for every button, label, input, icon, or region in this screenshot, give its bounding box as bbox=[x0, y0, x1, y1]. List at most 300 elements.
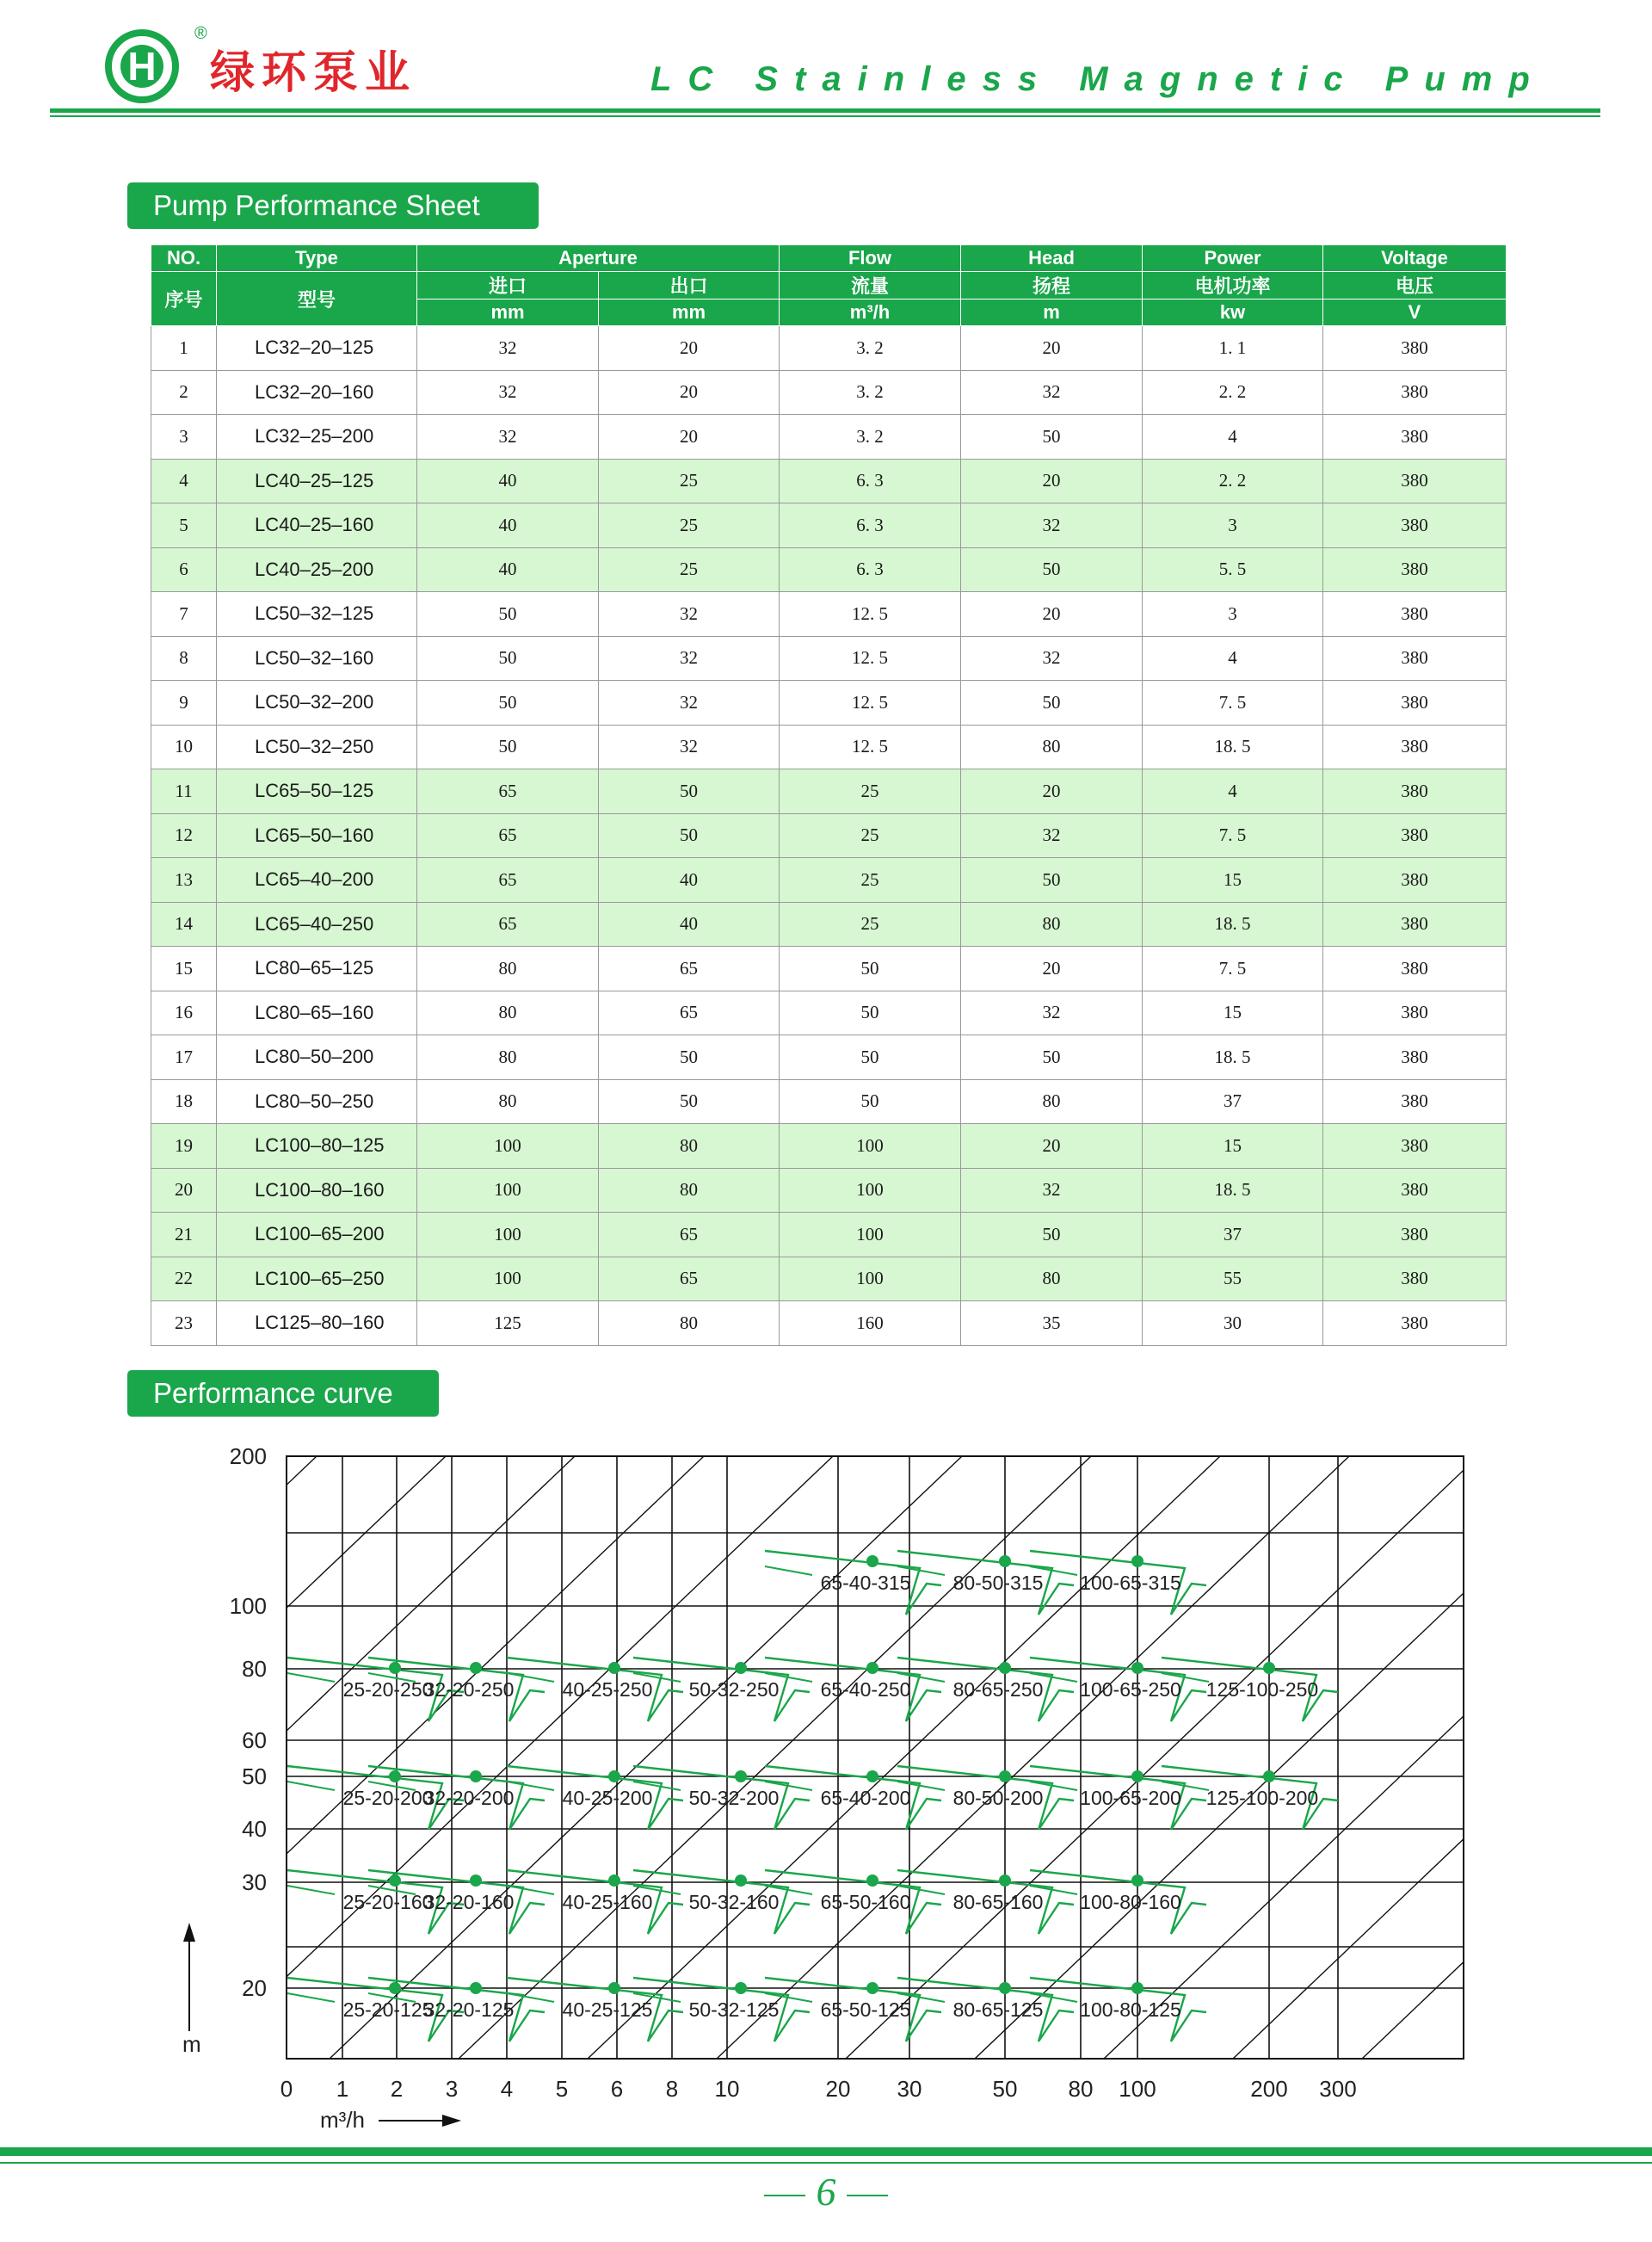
cell-head: 20 bbox=[961, 1124, 1143, 1169]
y-axis-arrowhead bbox=[183, 1923, 195, 1942]
cell-voltage: 380 bbox=[1323, 636, 1507, 681]
cell-power: 37 bbox=[1143, 1079, 1323, 1124]
curve-label: 50-32-200 bbox=[688, 1787, 780, 1809]
performance-curve bbox=[1162, 1766, 1338, 1830]
x-tick-label: 4 bbox=[500, 2076, 514, 2102]
cell-flow: 3. 2 bbox=[780, 370, 961, 415]
cell-no: 6 bbox=[151, 547, 217, 592]
cell-head: 32 bbox=[961, 636, 1143, 681]
grid-line-diagonal bbox=[1233, 1456, 1652, 2059]
plot-frame bbox=[287, 1456, 1464, 2059]
y-tick-label: 100 bbox=[229, 1593, 267, 1619]
cell-no: 4 bbox=[151, 459, 217, 503]
x-tick-label: 1 bbox=[336, 2076, 349, 2102]
cell-no: 20 bbox=[151, 1168, 217, 1213]
curve-point bbox=[999, 1662, 1011, 1674]
curve-label: 40-25-125 bbox=[562, 1998, 653, 2021]
cell-power: 7. 5 bbox=[1143, 681, 1323, 726]
curve-label: 100-65-315 bbox=[1080, 1572, 1181, 1594]
curve-point bbox=[866, 1982, 878, 1994]
cell-no: 5 bbox=[151, 503, 217, 548]
cell-inlet: 40 bbox=[417, 503, 599, 548]
cell-outlet: 25 bbox=[599, 503, 780, 548]
cell-outlet: 20 bbox=[599, 370, 780, 415]
cell-flow: 50 bbox=[780, 991, 961, 1035]
cell-no: 8 bbox=[151, 636, 217, 681]
cell-flow: 3. 2 bbox=[780, 415, 961, 460]
cell-flow: 6. 3 bbox=[780, 459, 961, 503]
cell-inlet: 80 bbox=[417, 1035, 599, 1080]
cell-type: LC80–50–200 bbox=[217, 1035, 417, 1080]
x-axis-arrowhead bbox=[442, 2115, 461, 2127]
x-tick-label: 5 bbox=[555, 2076, 569, 2102]
cell-outlet: 50 bbox=[599, 1079, 780, 1124]
curve-point bbox=[999, 1770, 1011, 1782]
performance-curve bbox=[633, 1766, 810, 1830]
cell-inlet: 32 bbox=[417, 415, 599, 460]
cell-head: 80 bbox=[961, 1257, 1143, 1301]
curve-label: 32-20-200 bbox=[423, 1787, 515, 1809]
cell-voltage: 380 bbox=[1323, 1301, 1507, 1346]
y-tick-label: 200 bbox=[229, 1443, 267, 1469]
y-tick-label: 60 bbox=[242, 1727, 267, 1753]
cell-inlet: 50 bbox=[417, 681, 599, 726]
chart-section-title: Performance curve bbox=[127, 1370, 439, 1417]
cell-inlet: 100 bbox=[417, 1124, 599, 1169]
curve-label: 40-25-200 bbox=[562, 1787, 653, 1809]
performance-curve bbox=[897, 1766, 1074, 1830]
cell-type: LC100–80–125 bbox=[217, 1124, 417, 1169]
cell-head: 20 bbox=[961, 947, 1143, 991]
x-tick-label: 10 bbox=[714, 2076, 740, 2102]
curve-point bbox=[470, 1770, 482, 1782]
cell-no: 12 bbox=[151, 813, 217, 858]
y-tick-label: 50 bbox=[242, 1763, 267, 1789]
curve-point bbox=[1131, 1770, 1143, 1782]
header-head-unit: m bbox=[961, 300, 1143, 326]
cell-no: 10 bbox=[151, 725, 217, 769]
cell-outlet: 65 bbox=[599, 991, 780, 1035]
cell-no: 1 bbox=[151, 326, 217, 371]
cell-outlet: 65 bbox=[599, 1257, 780, 1301]
header-power-unit: kw bbox=[1143, 300, 1323, 326]
curve-point bbox=[999, 1875, 1011, 1887]
cell-flow: 100 bbox=[780, 1124, 961, 1169]
cell-head: 50 bbox=[961, 1213, 1143, 1257]
curve-label: 80-50-200 bbox=[952, 1787, 1044, 1809]
grid-line-diagonal bbox=[1104, 1456, 1652, 2059]
cell-inlet: 80 bbox=[417, 991, 599, 1035]
curve-label: 32-20-125 bbox=[423, 1998, 515, 2021]
table-section-title: Pump Performance Sheet bbox=[127, 182, 539, 229]
curve-point bbox=[389, 1662, 401, 1674]
cell-type: LC65–40–250 bbox=[217, 902, 417, 947]
registered-mark: ® bbox=[194, 24, 207, 43]
cell-outlet: 65 bbox=[599, 1213, 780, 1257]
cell-voltage: 380 bbox=[1323, 1168, 1507, 1213]
curve-point bbox=[389, 1770, 401, 1782]
curve-label: 100-80-125 bbox=[1080, 1998, 1181, 2021]
grid-line-diagonal bbox=[71, 1456, 704, 2059]
header-flow-unit: m³/h bbox=[780, 300, 961, 326]
cell-no: 3 bbox=[151, 415, 217, 460]
curve-label: 125-100-200 bbox=[1205, 1787, 1319, 1809]
cell-voltage: 380 bbox=[1323, 592, 1507, 637]
cell-head: 20 bbox=[961, 459, 1143, 503]
cell-inlet: 65 bbox=[417, 902, 599, 947]
cell-inlet: 100 bbox=[417, 1213, 599, 1257]
cell-inlet: 40 bbox=[417, 547, 599, 592]
curve-label: 25-20-250 bbox=[342, 1678, 434, 1701]
cell-flow: 3. 2 bbox=[780, 326, 961, 371]
cell-flow: 6. 3 bbox=[780, 547, 961, 592]
cell-inlet: 125 bbox=[417, 1301, 599, 1346]
header-voltage-cn: 电压 bbox=[1323, 272, 1507, 300]
curve-point bbox=[735, 1662, 747, 1674]
curve-label: 50-32-125 bbox=[688, 1998, 780, 2021]
grid-line-diagonal bbox=[200, 1456, 833, 2059]
cell-inlet: 50 bbox=[417, 592, 599, 637]
cell-type: LC65–40–200 bbox=[217, 858, 417, 903]
curve-label: 25-20-160 bbox=[342, 1891, 434, 1913]
cell-power: 7. 5 bbox=[1143, 813, 1323, 858]
cell-head: 50 bbox=[961, 547, 1143, 592]
curve-label: 65-40-315 bbox=[820, 1572, 911, 1594]
grid-line-diagonal bbox=[0, 1456, 446, 2059]
cell-no: 16 bbox=[151, 991, 217, 1035]
cell-head: 50 bbox=[961, 681, 1143, 726]
curve-label: 50-32-160 bbox=[688, 1891, 780, 1913]
cell-flow: 160 bbox=[780, 1301, 961, 1346]
cell-type: LC80–65–125 bbox=[217, 947, 417, 991]
cell-no: 23 bbox=[151, 1301, 217, 1346]
cell-flow: 25 bbox=[780, 769, 961, 814]
cell-voltage: 380 bbox=[1323, 503, 1507, 548]
curve-label: 80-65-250 bbox=[952, 1678, 1044, 1701]
cell-inlet: 100 bbox=[417, 1257, 599, 1301]
curve-label: 40-25-250 bbox=[562, 1678, 653, 1701]
header-inlet: 进口 bbox=[417, 272, 599, 300]
cell-outlet: 80 bbox=[599, 1301, 780, 1346]
grid-line-diagonal bbox=[0, 1456, 317, 2059]
header-outlet: 出口 bbox=[599, 272, 780, 300]
curve-point bbox=[1131, 1662, 1143, 1674]
header-power-cn: 电机功率 bbox=[1143, 272, 1323, 300]
cell-outlet: 32 bbox=[599, 681, 780, 726]
header-flow-cn: 流量 bbox=[780, 272, 961, 300]
cell-power: 4 bbox=[1143, 636, 1323, 681]
cell-type: LC32–20–125 bbox=[217, 326, 417, 371]
cell-inlet: 65 bbox=[417, 769, 599, 814]
cell-voltage: 380 bbox=[1323, 858, 1507, 903]
cell-no: 14 bbox=[151, 902, 217, 947]
cell-head: 20 bbox=[961, 769, 1143, 814]
curve-point bbox=[470, 1875, 482, 1887]
x-tick-label: 100 bbox=[1119, 2076, 1156, 2102]
curve-label: 65-40-200 bbox=[820, 1787, 911, 1809]
cell-flow: 25 bbox=[780, 813, 961, 858]
performance-curve bbox=[1030, 1978, 1206, 2041]
curve-label: 80-50-315 bbox=[952, 1572, 1044, 1594]
cell-power: 15 bbox=[1143, 1124, 1323, 1169]
y-tick-label: 40 bbox=[242, 1816, 267, 1842]
grid-line-diagonal bbox=[846, 1456, 1478, 2059]
header-no-cn: 序号 bbox=[151, 272, 217, 326]
curve-label: 50-32-250 bbox=[688, 1678, 780, 1701]
cell-voltage: 380 bbox=[1323, 1213, 1507, 1257]
curve-lower-line bbox=[287, 1886, 335, 1894]
performance-curve bbox=[765, 1766, 941, 1830]
cell-inlet: 50 bbox=[417, 725, 599, 769]
cell-type: LC50–32–200 bbox=[217, 681, 417, 726]
cell-inlet: 80 bbox=[417, 1079, 599, 1124]
cell-power: 2. 2 bbox=[1143, 459, 1323, 503]
cell-type: LC40–25–125 bbox=[217, 459, 417, 503]
cell-voltage: 380 bbox=[1323, 947, 1507, 991]
cell-outlet: 80 bbox=[599, 1124, 780, 1169]
cell-power: 15 bbox=[1143, 858, 1323, 903]
cell-outlet: 80 bbox=[599, 1168, 780, 1213]
cell-head: 35 bbox=[961, 1301, 1143, 1346]
cell-flow: 50 bbox=[780, 947, 961, 991]
cell-outlet: 32 bbox=[599, 592, 780, 637]
cell-type: LC80–65–160 bbox=[217, 991, 417, 1035]
chart-diagonals bbox=[0, 1456, 1652, 2059]
performance-curve bbox=[507, 1658, 683, 1721]
cell-voltage: 380 bbox=[1323, 326, 1507, 371]
cell-no: 21 bbox=[151, 1213, 217, 1257]
cell-head: 80 bbox=[961, 725, 1143, 769]
curve-label: 100-65-250 bbox=[1080, 1678, 1181, 1701]
cell-outlet: 65 bbox=[599, 947, 780, 991]
cell-inlet: 32 bbox=[417, 370, 599, 415]
cell-voltage: 380 bbox=[1323, 725, 1507, 769]
curve-point bbox=[470, 1662, 482, 1674]
header-voltage-unit: V bbox=[1323, 300, 1507, 326]
cell-power: 18. 5 bbox=[1143, 902, 1323, 947]
header-no: NO. bbox=[151, 245, 217, 272]
cell-flow: 25 bbox=[780, 902, 961, 947]
curve-label: 65-40-250 bbox=[820, 1678, 911, 1701]
cell-type: LC50–32–125 bbox=[217, 592, 417, 637]
cell-power: 15 bbox=[1143, 991, 1323, 1035]
cell-power: 30 bbox=[1143, 1301, 1323, 1346]
cell-head: 32 bbox=[961, 991, 1143, 1035]
curve-point bbox=[735, 1770, 747, 1782]
grid-line-diagonal bbox=[588, 1456, 1220, 2059]
cell-voltage: 380 bbox=[1323, 902, 1507, 947]
performance-curve bbox=[633, 1658, 810, 1721]
brand-name-english: LC Stainless Magnetic Pump bbox=[650, 60, 1546, 98]
cell-no: 22 bbox=[151, 1257, 217, 1301]
performance-curve bbox=[765, 1551, 941, 1615]
x-tick-label: 300 bbox=[1319, 2076, 1357, 2102]
curve-label: 32-20-160 bbox=[423, 1891, 515, 1913]
curve-point bbox=[1263, 1662, 1275, 1674]
cell-inlet: 32 bbox=[417, 326, 599, 371]
cell-outlet: 50 bbox=[599, 769, 780, 814]
header-inlet-unit: mm bbox=[417, 300, 599, 326]
x-tick-label: 50 bbox=[992, 2076, 1018, 2102]
cell-type: LC32–25–200 bbox=[217, 415, 417, 460]
performance-curve bbox=[765, 1658, 941, 1721]
cell-type: LC50–32–250 bbox=[217, 725, 417, 769]
cell-flow: 12. 5 bbox=[780, 592, 961, 637]
cell-head: 32 bbox=[961, 813, 1143, 858]
footer-divider bbox=[0, 2147, 1652, 2156]
x-axis-label: m³/h bbox=[320, 2107, 365, 2133]
y-tick-label: 80 bbox=[242, 1656, 267, 1682]
performance-curve bbox=[765, 1870, 941, 1934]
header-aperture: Aperture bbox=[417, 245, 780, 272]
cell-head: 80 bbox=[961, 1079, 1143, 1124]
cell-voltage: 380 bbox=[1323, 459, 1507, 503]
y-tick-label: 30 bbox=[242, 1869, 267, 1895]
cell-head: 20 bbox=[961, 592, 1143, 637]
cell-type: LC125–80–160 bbox=[217, 1301, 417, 1346]
cell-flow: 100 bbox=[780, 1257, 961, 1301]
grid-line-diagonal bbox=[459, 1456, 1091, 2059]
curve-point bbox=[866, 1662, 878, 1674]
cell-inlet: 80 bbox=[417, 947, 599, 991]
header-outlet-unit: mm bbox=[599, 300, 780, 326]
grid-line-diagonal bbox=[1491, 1456, 1652, 2059]
cell-flow: 100 bbox=[780, 1213, 961, 1257]
header-flow: Flow bbox=[780, 245, 961, 272]
cell-power: 37 bbox=[1143, 1213, 1323, 1257]
curve-point bbox=[389, 1875, 401, 1887]
curve-point bbox=[608, 1662, 620, 1674]
cell-voltage: 380 bbox=[1323, 547, 1507, 592]
cell-type: LC80–50–250 bbox=[217, 1079, 417, 1124]
curve-label: 32-20-250 bbox=[423, 1678, 515, 1701]
cell-type: LC40–25–200 bbox=[217, 547, 417, 592]
cell-type: LC100–80–160 bbox=[217, 1168, 417, 1213]
curve-point bbox=[999, 1555, 1011, 1567]
cell-head: 20 bbox=[961, 326, 1143, 371]
curve-point bbox=[1131, 1982, 1143, 1994]
grid-line-diagonal bbox=[0, 1456, 59, 2059]
performance-curve bbox=[1030, 1870, 1206, 1934]
performance-curve bbox=[633, 1978, 810, 2041]
cell-outlet: 25 bbox=[599, 459, 780, 503]
cell-voltage: 380 bbox=[1323, 415, 1507, 460]
cell-outlet: 32 bbox=[599, 725, 780, 769]
y-axis-label: m bbox=[182, 2031, 201, 2057]
cell-power: 18. 5 bbox=[1143, 725, 1323, 769]
cell-flow: 6. 3 bbox=[780, 503, 961, 548]
cell-outlet: 20 bbox=[599, 326, 780, 371]
cell-power: 4 bbox=[1143, 769, 1323, 814]
curve-label: 80-65-160 bbox=[952, 1891, 1044, 1913]
cell-type: LC65–50–160 bbox=[217, 813, 417, 858]
cell-power: 3 bbox=[1143, 592, 1323, 637]
x-tick-label: 80 bbox=[1068, 2076, 1094, 2102]
curve-lower-line bbox=[287, 1993, 335, 2002]
curve-point bbox=[608, 1770, 620, 1782]
cell-outlet: 40 bbox=[599, 902, 780, 947]
header-power: Power bbox=[1143, 245, 1323, 272]
cell-voltage: 380 bbox=[1323, 1079, 1507, 1124]
cell-head: 32 bbox=[961, 1168, 1143, 1213]
grid-line-diagonal bbox=[1362, 1456, 1652, 2059]
cell-no: 11 bbox=[151, 769, 217, 814]
header-head: Head bbox=[961, 245, 1143, 272]
cell-type: LC100–65–200 bbox=[217, 1213, 417, 1257]
curve-point bbox=[1131, 1555, 1143, 1567]
curve-lower-line bbox=[765, 1566, 812, 1575]
cell-outlet: 32 bbox=[599, 636, 780, 681]
chart-grid bbox=[287, 1456, 1464, 2059]
cell-flow: 12. 5 bbox=[780, 681, 961, 726]
page-number: 6 bbox=[816, 2170, 836, 2214]
header-type-cn: 型号 bbox=[217, 272, 417, 326]
cell-type: LC65–50–125 bbox=[217, 769, 417, 814]
cell-no: 9 bbox=[151, 681, 217, 726]
cell-no: 18 bbox=[151, 1079, 217, 1124]
performance-curve bbox=[897, 1978, 1074, 2041]
performance-curve bbox=[897, 1658, 1074, 1721]
cell-outlet: 50 bbox=[599, 813, 780, 858]
cell-voltage: 380 bbox=[1323, 813, 1507, 858]
x-tick-label: 2 bbox=[390, 2076, 404, 2102]
cell-flow: 12. 5 bbox=[780, 725, 961, 769]
cell-voltage: 380 bbox=[1323, 370, 1507, 415]
x-tick-label: 6 bbox=[610, 2076, 624, 2102]
curve-point bbox=[735, 1982, 747, 1994]
cell-type: LC50–32–160 bbox=[217, 636, 417, 681]
cell-power: 18. 5 bbox=[1143, 1168, 1323, 1213]
performance-curve bbox=[1030, 1551, 1206, 1615]
cell-head: 32 bbox=[961, 503, 1143, 548]
x-tick-label: 20 bbox=[825, 2076, 851, 2102]
curve-point bbox=[1131, 1875, 1143, 1887]
cell-no: 15 bbox=[151, 947, 217, 991]
y-tick-label: 20 bbox=[242, 1975, 267, 2001]
cell-power: 7. 5 bbox=[1143, 947, 1323, 991]
cell-inlet: 65 bbox=[417, 813, 599, 858]
performance-curve bbox=[897, 1551, 1074, 1615]
x-tick-label: 200 bbox=[1250, 2076, 1288, 2102]
x-tick-label: 0 bbox=[280, 2076, 293, 2102]
cell-head: 80 bbox=[961, 902, 1143, 947]
x-tick-label: 30 bbox=[897, 2076, 922, 2102]
cell-flow: 50 bbox=[780, 1079, 961, 1124]
curve-point bbox=[866, 1770, 878, 1782]
cell-no: 17 bbox=[151, 1035, 217, 1080]
performance-curve bbox=[1030, 1658, 1206, 1721]
cell-voltage: 380 bbox=[1323, 1257, 1507, 1301]
cell-power: 55 bbox=[1143, 1257, 1323, 1301]
cell-power: 1. 1 bbox=[1143, 326, 1323, 371]
cell-head: 32 bbox=[961, 370, 1143, 415]
curve-point bbox=[866, 1555, 878, 1567]
cell-flow: 50 bbox=[780, 1035, 961, 1080]
cell-inlet: 40 bbox=[417, 459, 599, 503]
curve-label: 25-20-125 bbox=[342, 1998, 434, 2021]
cell-head: 50 bbox=[961, 1035, 1143, 1080]
header-head-cn: 扬程 bbox=[961, 272, 1143, 300]
cell-no: 13 bbox=[151, 858, 217, 903]
brand-name-chinese: 绿环泵业 bbox=[210, 46, 417, 99]
cell-voltage: 380 bbox=[1323, 991, 1507, 1035]
curve-lower-line bbox=[287, 1782, 335, 1790]
cell-flow: 100 bbox=[780, 1168, 961, 1213]
curve-point bbox=[608, 1875, 620, 1887]
cell-power: 5. 5 bbox=[1143, 547, 1323, 592]
cell-voltage: 380 bbox=[1323, 769, 1507, 814]
cell-type: LC40–25–160 bbox=[217, 503, 417, 548]
